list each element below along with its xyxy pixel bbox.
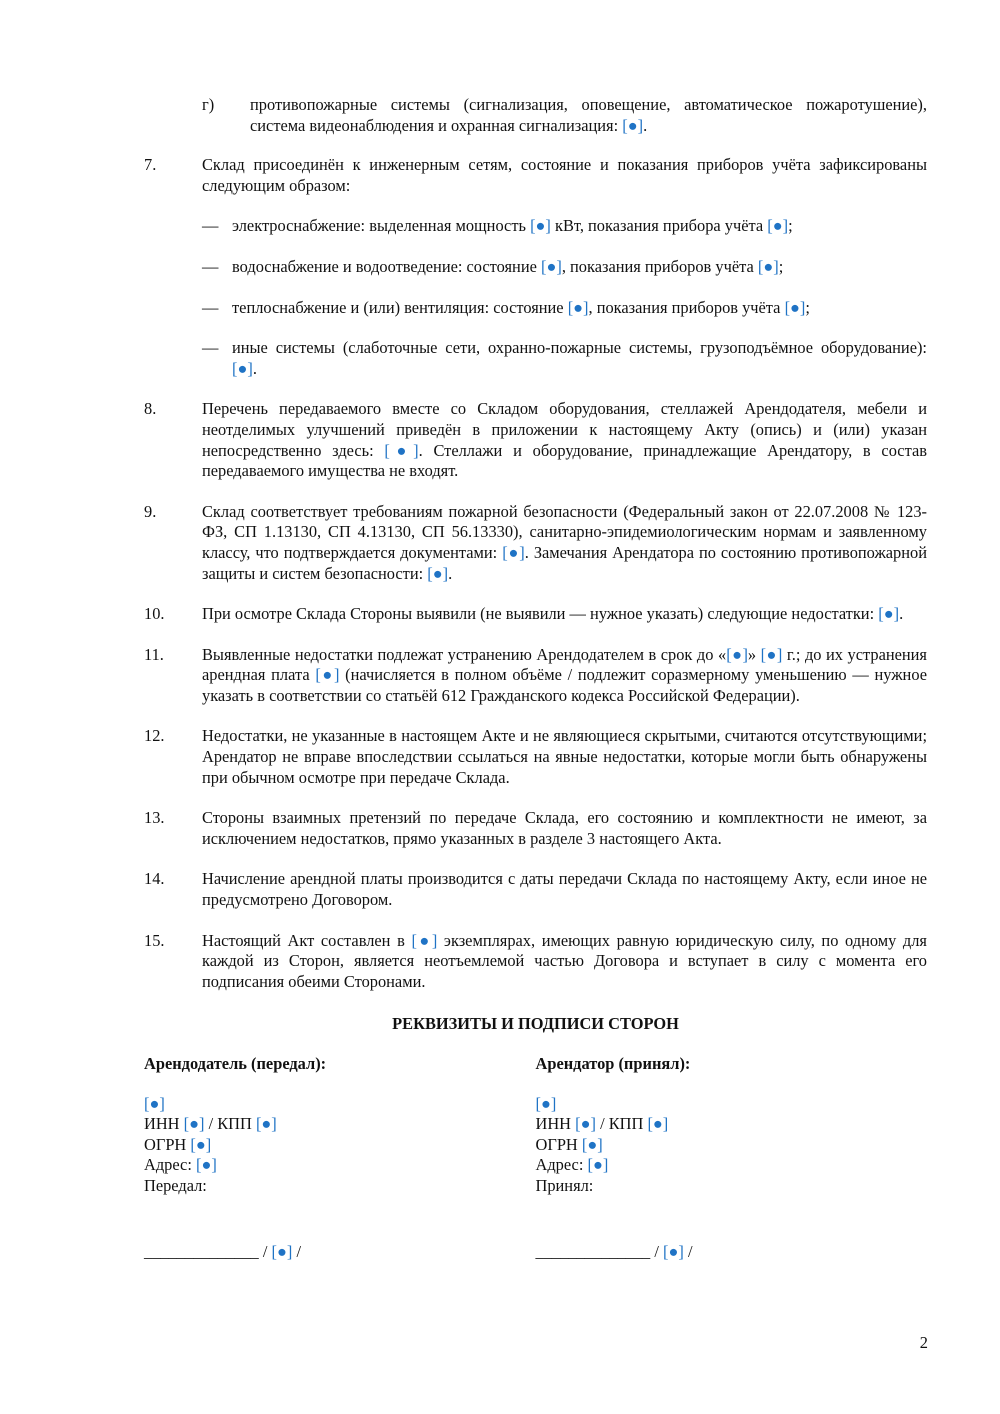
tenant-act: Принял: [535, 1175, 594, 1195]
text-run: Настоящий Акт составлен в [202, 930, 405, 950]
clause-text: Склад присоединён к инженерным сетям, состояние и показания приборов учёта зафиксированы следующим образом: [202, 155, 927, 195]
bullet-power [202, 216, 927, 237]
landlord-address [144, 1155, 536, 1176]
placeholder-field: [●] [757, 256, 779, 276]
subitem-label: г) [202, 95, 215, 114]
placeholder-field: [●] [663, 1241, 684, 1261]
text-run: / [296, 1241, 301, 1261]
text-run: Адрес: [535, 1155, 584, 1175]
text-run: . Стеллажи и оборудование, принадлежащие Арендатору, в состав передаваемого имущества не входят. [202, 440, 927, 481]
placeholder-field: [●] [581, 1134, 603, 1154]
clause-text: Стороны взаимных претензий по передаче Склада, его состоянию и комплектности не имеют, за исключением недостатков, прямо указанных в разделе 3 настоящего Акта. [202, 808, 927, 848]
placeholder-field: [●] [878, 604, 900, 624]
bullet-text [232, 298, 927, 319]
text-run: ; [788, 216, 793, 236]
clause-number: 13. [144, 808, 165, 828]
clause-7 [144, 155, 927, 196]
placeholder-field: [●] [384, 440, 419, 460]
text-run: / КПП [208, 1114, 252, 1134]
subitem-g [202, 95, 927, 136]
bullet-text [232, 216, 927, 237]
placeholder-field: [●] [622, 115, 644, 135]
placeholder-field: [●] [427, 563, 449, 583]
landlord-block [144, 1054, 536, 1262]
clause-number: 11. [144, 644, 164, 664]
text-run: ; [805, 297, 810, 317]
placeholder-field: [●] [196, 1155, 217, 1175]
page-number: 2 [919, 1333, 928, 1352]
text-run: иные системы (слаботочные сети, охранно-пожарные системы, грузоподъёмное оборудование): [232, 338, 927, 358]
clause-number: 9. [144, 501, 157, 521]
clause-15 [144, 931, 927, 993]
placeholder-field: [●] [232, 358, 253, 378]
clause-text [202, 502, 927, 584]
placeholder-field: [●] [540, 256, 562, 276]
landlord-inn-kpp [144, 1114, 536, 1135]
tenant-inn-kpp [536, 1114, 928, 1135]
text-run: . [252, 358, 257, 378]
clause-text [202, 399, 927, 481]
parties-block [144, 1054, 927, 1262]
text-run: экземплярах, имеющих равную юридическую силу, по одному для каждой из Сторон, является неотъемлемой частью Договора и вступает в силу с момента его подписания обеими Сторонами. [202, 930, 927, 991]
placeholder-field: [●] [255, 1114, 277, 1134]
tenant-ogrn [536, 1135, 928, 1156]
bullet-water [202, 257, 927, 278]
clause-8 [144, 399, 927, 481]
text-run: ОГРН [535, 1134, 578, 1154]
document-body [144, 95, 927, 1262]
landlord-title: Арендодатель (передал): [144, 1054, 327, 1073]
text-run: Выявленные недостатки подлежат устранению Арендодателем в срок до « [202, 644, 727, 664]
text-run: ОГРН [144, 1134, 187, 1154]
text-run: , показания приборов учёта [561, 256, 754, 276]
text-run: (начисляется в полном объёме / подлежит соразмерному уменьшению — нужное указать в соответствии со статьёй 612 Гражданского кодекса Российской Федерации). [202, 665, 927, 705]
clause-14 [144, 869, 927, 910]
placeholder-field: [●] [760, 644, 783, 664]
text-run: Адрес: [144, 1155, 192, 1175]
tenant-signature-line [536, 1242, 928, 1263]
clause-text [202, 604, 927, 625]
text-run: ______________ / [144, 1241, 268, 1261]
dash-marker: — [202, 297, 219, 317]
tenant-block [536, 1054, 928, 1262]
clause-11 [144, 645, 927, 707]
section-heading: РЕКВИЗИТЫ И ПОДПИСИ СТОРОН [392, 1014, 679, 1034]
placeholder-field: [●] [784, 297, 806, 317]
dash-marker: — [202, 256, 219, 276]
clause-9 [144, 502, 927, 584]
text-run: Склад соответствует требованиям пожарной безопасности (Федеральный закон от 22.07.2008 № 123-ФЗ, СП 1.13130, СП 4.13130, СП 56.13330), санитарно-эпидемиологическим нормам и заявленному классу, что подтверждается документами: [202, 501, 927, 562]
placeholder-field: [●] [647, 1114, 669, 1134]
text-run: теплоснабжение и (или) вентиляция: состояние [232, 297, 564, 317]
text-run: » [747, 644, 757, 664]
placeholder-field: [●] [183, 1114, 205, 1134]
text-run: . Замечания Арендатора по состоянию противопожарной защиты и систем безопасности: [202, 542, 927, 583]
placeholder-field: [●] [726, 644, 748, 664]
text-run: водоснабжение и водоотведение: состояние [232, 256, 537, 276]
text-run: , показания приборов учёта [588, 297, 781, 317]
landlord-ogrn [144, 1135, 536, 1156]
landlord-name [144, 1094, 536, 1115]
text-run: . [448, 563, 453, 583]
clause-number: 10. [144, 604, 165, 624]
clause-number: 14. [144, 869, 165, 889]
text-run: . [643, 115, 648, 135]
clause-13 [144, 808, 927, 849]
clause-text [202, 645, 927, 707]
subitem-text [250, 95, 927, 136]
text-run: ; [778, 256, 784, 276]
bullet-heating [202, 298, 927, 319]
clause-number: 7. [144, 155, 157, 175]
placeholder-field: [●] [190, 1134, 212, 1154]
dash-marker: — [202, 338, 219, 358]
landlord-signature-line [144, 1242, 536, 1263]
placeholder-field: [●] [502, 542, 525, 562]
placeholder-field: [●] [535, 1093, 557, 1113]
tenant-name [536, 1094, 928, 1115]
placeholder-field: [●] [567, 297, 589, 317]
bullet-other-systems [202, 338, 927, 379]
text-run: противопожарные системы (сигнализация, оповещение, автоматическое пожаротушение), система видеонаблюдения и охранная сигнализация: [250, 95, 927, 135]
clause-text [202, 931, 927, 993]
text-run: ______________ / [535, 1241, 659, 1261]
clause-text: Недостатки, не указанные в настоящем Акте и не являющиеся скрытыми, считаются отсутствующими; Арендатор не вправе впоследствии ссылаться на явные недостатки, которые могли быть обнаружены при обычном осмотре при передаче Склада. [202, 726, 927, 787]
placeholder-field: [●] [315, 665, 340, 685]
clause-10 [144, 604, 927, 625]
text-run: ИНН [144, 1114, 180, 1134]
placeholder-field: [●] [411, 930, 438, 950]
clause-12 [144, 726, 927, 788]
text-run: г.; до их устранения арендная плата [202, 644, 927, 685]
tenant-address [536, 1155, 928, 1176]
text-run: ИНН [535, 1114, 572, 1134]
placeholder-field: [●] [144, 1093, 165, 1113]
placeholder-field: [●] [271, 1241, 293, 1261]
placeholder-field: [●] [530, 216, 551, 236]
clause-number: 8. [144, 399, 157, 419]
text-run: кВт, показания прибора учёта [555, 216, 764, 236]
text-run: / КПП [600, 1114, 644, 1134]
text-run: / [687, 1241, 693, 1261]
text-run: . [899, 604, 904, 624]
text-run: электроснабжение: выделенная мощность [232, 216, 526, 236]
tenant-title: Арендатор (принял): [535, 1054, 691, 1073]
landlord-act: Передал: [144, 1175, 207, 1195]
text-run: При осмотре Склада Стороны выявили (не выявили — нужное указать) следующие недостатки: [202, 604, 875, 624]
dash-marker: — [202, 216, 219, 236]
clause-number: 15. [144, 930, 165, 950]
bullet-text [232, 257, 927, 278]
placeholder-field: [●] [575, 1114, 596, 1134]
bullet-text [232, 338, 927, 379]
clause-text: Начисление арендной платы производится с даты передачи Склада по настоящему Акту, если иное не предусмотрено Договором. [202, 869, 927, 910]
placeholder-field: [●] [587, 1155, 609, 1175]
text-run: Перечень передаваемого вместе со Складом оборудования, стеллажей Арендодателя, мебели и неотделимых улучшений приведён в приложении к настоящему Акту (опись) и (или) указан непосредственно здесь: [202, 399, 927, 460]
placeholder-field: [●] [767, 216, 789, 236]
clause-number: 12. [144, 726, 165, 746]
